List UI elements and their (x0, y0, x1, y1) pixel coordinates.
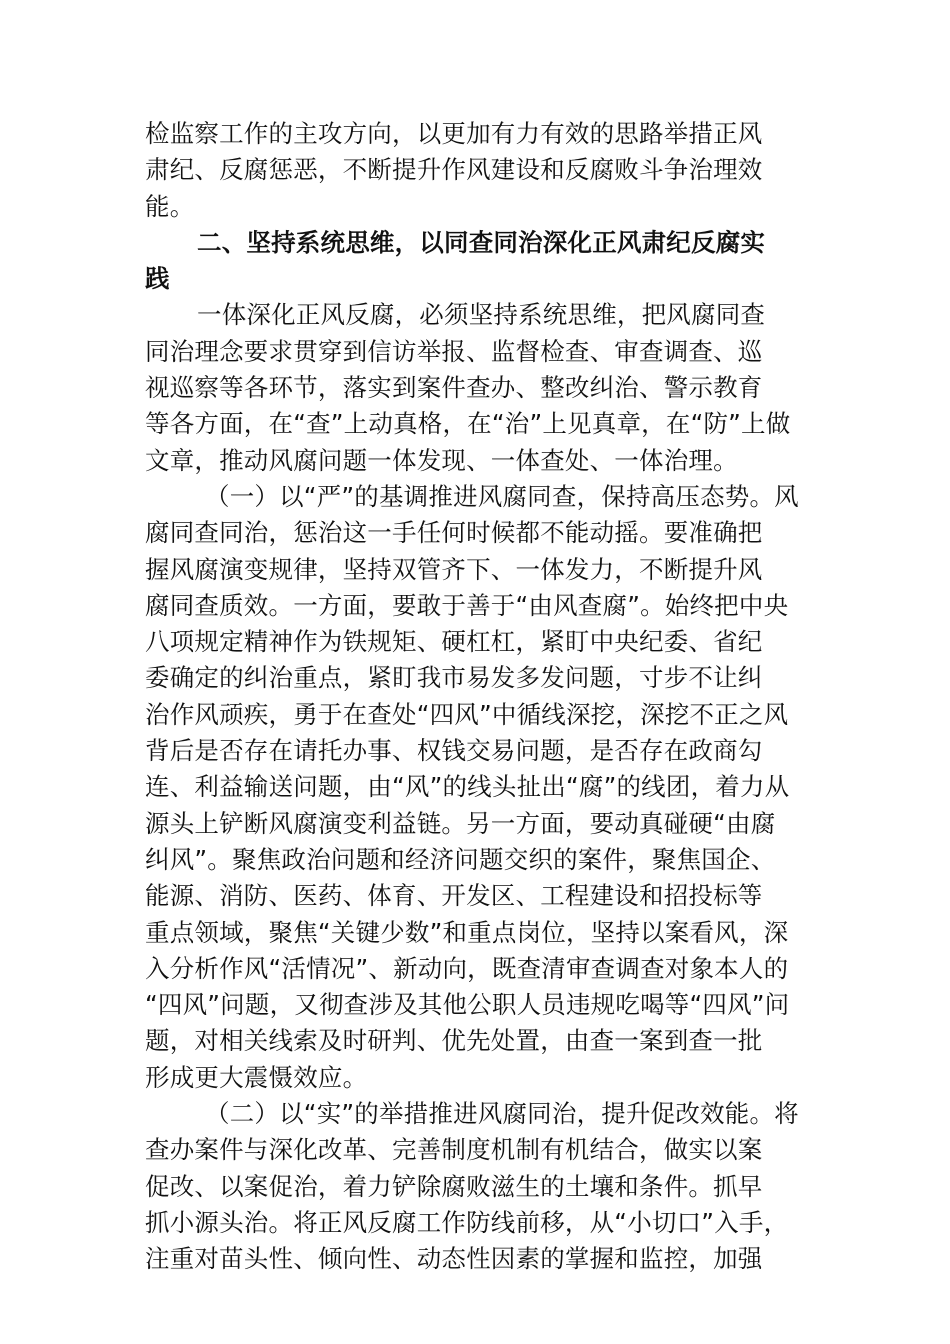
section-heading-2 (145, 225, 815, 298)
text-line: 肃纪、反腐惩恶，不断提升作风建设和反腐败斗争治理效 (145, 155, 763, 185)
text-line: 抓小源头治。将正风反腐工作防线前移，从“小切口”入手， (145, 1207, 789, 1237)
text-line: 背后是否存在请托办事、权钱交易问题，是否存在政商勾 (145, 736, 763, 766)
text-line: 检监察工作的主攻方向，以更加有力有效的思路举措正风 (145, 119, 763, 148)
text-line: “四风”问题，又彻查涉及其他公职人员违规吃喝等“四风”问 (145, 990, 790, 1020)
text-line: 文章，推动风腐问题一体发现、一体查处、一体治理。 (145, 445, 738, 475)
paragraph-continuation (145, 116, 815, 225)
text-line: 委确定的纠治重点，紧盯我市易发多发问题，寸步不让纠 (145, 663, 763, 693)
text-line: 握风腐演变规律，坚持双管齐下、一体发力，不断提升风 (145, 554, 763, 584)
text-line: 能源、消防、医药、体育、开发区、工程建设和招投标等 (145, 881, 763, 911)
text-line: 腐同查同治，惩治这一手任何时候都不能动摇。要准确把 (145, 518, 763, 548)
text-line: 一体深化正风反腐，必须坚持系统思维，把风腐同查 (197, 300, 766, 330)
text-line: 能。 (145, 191, 195, 221)
paragraph-subsection-1 (145, 479, 815, 1096)
document-page (145, 116, 815, 1278)
text-line: 等各方面，在“查”上动真格，在“治”上见真章，在“防”上做 (145, 409, 791, 439)
text-line: 题，对相关线索及时研判、优先处置，由查一案到查一批 (145, 1026, 763, 1056)
text-line: 连、利益输送问题，由“风”的线头扯出“腐”的线团，着力从 (145, 772, 790, 802)
text-line: 促改、以案促治，着力铲除腐败滋生的土壤和条件。抓早 (145, 1171, 763, 1201)
text-line: 入分析作风“活情况”、新动向，既查清审查调查对象本人的 (145, 953, 789, 983)
text-line: 源头上铲断风腐演变利益链。另一方面，要动真碰硬“由腐 (145, 808, 776, 838)
text-line: 注重对苗头性、倾向性、动态性因素的掌握和监控，加强 (145, 1244, 763, 1274)
text-line: 纠风”。聚焦政治问题和经济问题交织的案件，聚焦国企、 (145, 844, 776, 874)
text-line: 视巡察等各环节，落实到案件查办、整改纠治、警示教育 (145, 373, 763, 403)
text-line: 查办案件与深化改革、完善制度机制有机结合，做实以案 (145, 1135, 763, 1165)
text-line: 腐同查质效。一方面，要敢于善于“由风查腐”。始终把中央 (145, 590, 789, 620)
paragraph-system-thinking (145, 297, 815, 478)
text-line: 重点领域，聚焦“关键少数”和重点岗位，坚持以案看风，深 (145, 917, 789, 947)
heading-line: 二、坚持系统思维，以同查同治深化正风肃纪反腐实 (197, 227, 766, 257)
paragraph-subsection-2 (145, 1096, 815, 1277)
text-line: 治作风顽疾，勇于在查处“四风”中循线深挖，深挖不正之风 (145, 699, 789, 729)
heading-line: 践 (145, 264, 170, 294)
text-line: （一）以“严”的基调推进风腐同查，保持高压态势。风 (205, 481, 799, 511)
text-line: 八项规定精神作为铁规矩、硬杠杠，紧盯中央纪委、省纪 (145, 627, 763, 657)
text-line: 形成更大震慑效应。 (145, 1062, 368, 1092)
text-line: （二）以“实”的举措推进风腐同治，提升促改效能。将 (205, 1099, 799, 1129)
text-line: 同治理念要求贯穿到信访举报、监督检查、审查调查、巡 (145, 336, 763, 366)
